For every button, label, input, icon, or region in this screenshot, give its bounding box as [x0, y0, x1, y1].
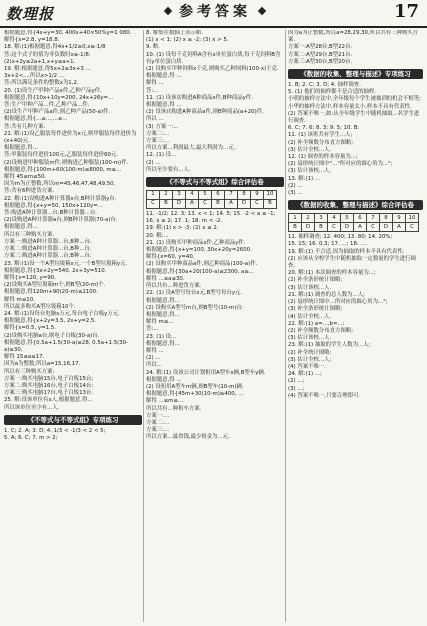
- answer-line: (3) 方案一:...: [146, 123, 179, 130]
- answer-line: 方案一:购进A种计算器...台,B种...台.: [4, 238, 92, 245]
- answer-line: 方案一:购买电脑15台,电子白板15台;: [4, 375, 94, 382]
- page-title: [140, 2, 290, 22]
- table-row: [289, 214, 419, 223]
- answer-line: 根据题意,得{3x+2y=540, 2x+3y=510.: [4, 267, 107, 274]
- answer-line: (2) 补全频数分布直方图略;: [288, 139, 354, 146]
- answer-line: 解得 ...: [146, 347, 164, 354]
- question-number-cell: 1: [147, 191, 160, 200]
- answer-line: 21. 解:(1) 调查的总人数为...人;: [288, 291, 365, 298]
- answer-line: 1. C; 2. A; 3. D; 4. 1/3 < -1/3 < 2 < 5;: [4, 427, 106, 434]
- answer-cell: B: [264, 200, 277, 209]
- answer-line: (2)设购进A种计算器a台,则B种计算器(70-a)台.: [4, 217, 118, 224]
- answer-line: 方案三:...: [146, 138, 170, 145]
- answer-line: (3) 估计全校...人;: [288, 356, 332, 363]
- question-number-cell: 5: [341, 214, 354, 223]
- answer-line: (3) 估计该校...人.: [288, 284, 332, 291]
- answer-line: 所以该单位至少有...人.: [4, 404, 60, 411]
- answer-line: (4) 答案不唯一.: [288, 363, 327, 370]
- answer-line: 所以至少要有...人.: [146, 166, 191, 173]
- answer-line: (2)设生产甲种产品a件,则乙种产品(50-a)件.: [4, 109, 111, 116]
- diamond-icon: [258, 7, 266, 15]
- answer-line: 根据题意,得{10x+10y=200, 24x+26y=...: [4, 94, 114, 101]
- answer-line: 解得 ...: [146, 80, 164, 87]
- answer-cell: C: [147, 200, 160, 209]
- answer-line: 答:...: [146, 326, 159, 333]
- answer-line: (2) 补全统计图略;: [288, 349, 332, 356]
- answer-lines: [146, 30, 284, 174]
- answer-table: [146, 190, 277, 209]
- answer-line: 所以方案...最省钱,最少租金为...元.: [146, 434, 230, 441]
- answer-line: 所以有三种购买方案:: [4, 368, 55, 375]
- answer-line: 答:甲服装每件进价100元,乙服装每件进价60元.: [4, 152, 119, 159]
- question-number-cell: 2: [302, 214, 315, 223]
- answer-line: 答:这个式子的值为非负数时x≥-1/8.: [4, 51, 91, 58]
- answer-line: 根据题意,得 ...: [146, 73, 182, 80]
- question-number-cell: 3: [315, 214, 328, 223]
- answer-lines: [4, 30, 142, 412]
- answer-line: (4) 估计全校...人.: [288, 313, 332, 320]
- answer-line: 解得 45≤m≤50.: [4, 174, 47, 181]
- answer-cell: C: [367, 223, 380, 232]
- question-number-cell: 1: [289, 214, 302, 223]
- answer-lines: [288, 82, 423, 197]
- answer-line: 因为m为正整数,所以m=45,46,47,48,49,50.: [4, 181, 116, 188]
- answer-line: 解得 m≤...: [146, 319, 174, 326]
- answer-line: 方案二:...: [146, 419, 170, 426]
- answer-line: 23. 解:(1) 抽取的学生人数为...人;: [288, 342, 371, 349]
- answer-line: (1) x < 1; (2) x ≥ -2; (3) x > 5.: [146, 37, 229, 44]
- answer-line: 19. 解:(1) 不合适.因为抽取的样本不具有代表性.: [288, 248, 405, 255]
- column-divider: [143, 30, 144, 622]
- answer-line: 方案二:购买电脑16台,电子白板14台;: [4, 382, 94, 389]
- answer-line: 22. (1) 设A型号每台x元,B型号每台y元.: [146, 290, 243, 297]
- answer-line: 方案三:...: [146, 427, 170, 434]
- question-number-cell: 5: [199, 191, 212, 200]
- answer-line: (2) 答案不唯一,如:从全年级学生中随机抽取...名学生进行调查.: [288, 110, 420, 125]
- answer-line: 所以 ...: [146, 116, 164, 123]
- answer-line: 25. 解:设该单位有x人,根据题意,得...: [4, 397, 93, 404]
- answer-line: 根据题意,得{30a+20(100-a)≤2300, a≥...: [146, 268, 255, 275]
- answer-line: 根据题意,得...: [146, 297, 180, 304]
- answer-line: (2) ...;: [288, 378, 305, 385]
- answer-line: (4) 答案不唯一,只要合理即可.: [288, 392, 361, 399]
- answer-cell: C: [328, 223, 341, 232]
- answer-line: (3) 估计该校...人.: [288, 168, 332, 175]
- answer-column-left: [4, 30, 142, 622]
- answer-line: 所以方案...利润最大,最大利润为...元.: [146, 145, 236, 152]
- section-banner: 《不等式与不等式组》专项练习: [4, 415, 142, 425]
- answer-line: (3) ...;: [288, 385, 305, 392]
- answer-line: (3) 估计全校...人.: [288, 146, 332, 153]
- answer-cell: D: [238, 200, 251, 209]
- answer-line: 19. 解:根据题意,得5x+2≥3x+3 ...: [4, 66, 91, 73]
- answer-line: 5. (1) 他们的抽样都不是合适的抽样.: [288, 89, 376, 96]
- answer-line: 方案三:购买电脑17台,电子白板13台.: [4, 390, 94, 397]
- answer-line: 15. 15; 16. 0.3; 17. ...; 18. ....: [288, 241, 368, 248]
- question-number-cell: 8: [238, 191, 251, 200]
- section-banner: 《数据的收集、整理与描述》专项练习: [288, 69, 423, 79]
- answer-line: 根据题意,得{45m+30(10-m)≥400, ...: [146, 391, 244, 398]
- answer-line: 12. (1) 设...: [146, 152, 177, 159]
- answer-line: (2) 补全频数分布直方图略;: [288, 327, 354, 334]
- answer-line: 因为a为正整数,所以a=28,29,30,所以共有三种购买方案.: [288, 30, 419, 44]
- answer-cell: B: [289, 223, 302, 232]
- answer-line: 所以有三种购买方案.: [4, 231, 55, 238]
- answer-line: (2) 应该从全校学生中随机抽取一定数量的学生进行调查.: [288, 255, 416, 270]
- answer-line: (2) 设租用A型车m辆,则B型车(10-m)辆.: [146, 383, 244, 390]
- answer-line: (2) 设购买A型号m台,则B型号(10-m)台.: [146, 304, 244, 311]
- answer-line: 16. x ≥ 2; 17. 1; 18. m < -2.: [146, 218, 223, 225]
- answer-line: 根据题意,得{x+2y=3.5, 2x+y=2.5.: [4, 318, 97, 325]
- answer-line: 方案一:A型28台,B型22台.: [288, 44, 353, 51]
- answer-line: (2) 扇形统计图中"..."所对应的圆心角为...°;: [288, 161, 393, 168]
- answer-line: 20. (1)设生产甲种产品x件,乙种产品y件.: [4, 87, 102, 94]
- question-number-cell: 8: [380, 214, 393, 223]
- answer-line: (2) 设购买甲种商品a件,则乙种商品(100-a)件.: [146, 261, 258, 268]
- table-row: [289, 223, 419, 232]
- answer-line: 所以...: [146, 362, 162, 369]
- table-row: [147, 200, 277, 209]
- question-number-cell: 9: [393, 214, 406, 223]
- answer-line: 解得 15≤a≤17.: [4, 354, 45, 361]
- question-number-cell: 10: [264, 191, 277, 200]
- column-divider: [285, 30, 286, 622]
- answer-line: 24. 解:(1) 设该公司计划租用A型车x辆,B型车y辆.: [146, 369, 266, 376]
- answer-line: 根据题意,得{...≤...,...≤...: [4, 116, 68, 123]
- answer-line: 根据题意,得{100m+60(100-m)≤8000, m≥...: [4, 166, 122, 173]
- answer-line: (2)x+2y≥2a+1,x+y≤a+1.: [4, 58, 76, 65]
- answer-line: 方案一:...: [146, 412, 170, 419]
- answer-line: 1. B; 2. C; 3. D; 4. 抽样调查.: [288, 82, 361, 89]
- answer-line: 20. 解:...: [146, 232, 169, 239]
- answer-cell: A: [393, 223, 406, 232]
- answer-line: 21. (1) 设购买甲种商品x件,乙种商品y件.: [146, 239, 246, 246]
- section-banner: 《数据的收集、整理与描述》综合评估卷: [288, 200, 423, 210]
- answer-column-middle: [146, 30, 284, 622]
- answer-line: 根据题意,得{0.5a+1.5(30-a)≤28, 0.5a+1.5(30-a)≥30.: [4, 339, 129, 353]
- answer-line: (2) ...: [146, 355, 161, 362]
- answer-line: 根据题意,得 ...: [146, 102, 182, 109]
- answer-line: 方案二:...: [146, 130, 170, 137]
- answer-line: 答:所以满足条件的整数x为1,2.: [4, 80, 79, 87]
- answer-line: 21. 解:(1)设乙服装每件进价为x元,则甲服装每件进价为(x+40)元.: [4, 130, 137, 145]
- answer-line: 8. 解集在数轴上表示略.: [146, 30, 204, 36]
- answer-line: 23. 解:(1)设一个A型垃圾箱x元,一个B型垃圾箱y元.: [4, 260, 128, 267]
- answer-line: 答:购进A种计算器...台,B种计算器...台.: [4, 210, 97, 217]
- answer-line: 所以共有...种租车方案.: [146, 405, 202, 412]
- answer-line: 12. (1) 调查的样本容量为...;: [288, 154, 358, 161]
- question-number-cell: 6: [354, 214, 367, 223]
- answer-line: 方案二:A型29台,B型21台.: [288, 51, 353, 58]
- question-number-cell: 4: [328, 214, 341, 223]
- answer-cell: B: [160, 200, 173, 209]
- answer-line: (2)设购买电脑a台,则电子白板(30-a)台.: [4, 332, 100, 339]
- answer-line: 11. (1) 设该店购进A种商品x件,B种商品y件.: [146, 94, 253, 101]
- answer-line: 解得{x=2.8, y=18.8.: [4, 37, 60, 44]
- answer-line: 根据题意,得{4x+y=30, 400x+40×50%y=1 080.: [4, 30, 132, 36]
- answer-line: 根据题意,得...: [4, 145, 38, 152]
- answer-cell: A: [186, 200, 199, 209]
- answer-line: 22. 解:(1)设购进A种计算器x台,B种计算器y台.: [4, 195, 117, 202]
- answer-line: 答:共有几种方案.: [4, 123, 46, 130]
- answer-line: (2) ...: [146, 159, 161, 166]
- answer-line: (2) ...: [288, 182, 303, 189]
- answer-line: 24. 解:(1) ...;: [288, 371, 322, 378]
- answer-line: 根据题意,得...: [146, 311, 180, 318]
- answer-line: (2)设购买A型垃圾箱m个,则B型(20-m)个.: [4, 282, 106, 289]
- answer-line: 13. 解:(1) ...: [288, 175, 320, 182]
- answer-line: 11. 抽样调查; 12. 400; 13. 80; 14. 20%;: [288, 234, 393, 241]
- answer-cell: D: [341, 223, 354, 232]
- answer-line: 解得{x=0.5, y=1.5.: [4, 325, 56, 332]
- answer-cell: C: [251, 200, 264, 209]
- table-row: [147, 191, 277, 200]
- answer-column-right: [288, 30, 423, 622]
- answer-line: 根据题意,得...: [146, 340, 180, 347]
- answer-line: 20. 解:(1) 本次调查的样本容量为...;: [288, 270, 376, 277]
- answer-line: 方案二:购进A种计算器...台,B种...台.: [4, 246, 92, 253]
- answer-line: 因为a为整数,所以a=15,16,17.: [4, 361, 81, 368]
- answer-line: 根据题意,得...: [4, 224, 38, 231]
- answer-line: 解得{x=60, y=40.: [146, 254, 195, 261]
- answer-line: 23. (1) 设...: [146, 333, 177, 340]
- answer-line: 小华的抽样方法中,样本容量太小,样本不具有代表性.: [288, 103, 412, 110]
- page-header: [0, 0, 427, 28]
- answer-cell: A: [225, 200, 238, 209]
- answer-line: 18. 解:(1)根据题意,得4x+1/2≥0,x≥-1/8: [4, 44, 106, 51]
- answer-lines: [288, 234, 423, 400]
- answer-line: 5. A; 6. C; 7. m > 2;: [4, 434, 58, 441]
- answer-line: 根据题意,得{x+y=50, 150x+120y=...: [4, 202, 103, 209]
- answer-line: (2) 设该店购进A种商品a件,则B种商品(a+20)件.: [146, 109, 264, 116]
- question-number-cell: 10: [406, 214, 419, 223]
- answer-cell: D: [173, 200, 186, 209]
- answer-line: (2) 补全条形统计图略;: [288, 277, 343, 284]
- answer-line: 答:生产甲种产品...件,乙种产品...件.: [4, 102, 90, 109]
- answer-line: (3) 估计该校...人.: [288, 335, 332, 342]
- answer-cell: D: [380, 223, 393, 232]
- answer-line: 根据题意,得 ...: [146, 376, 182, 383]
- answer-line: 所以共有...种进货方案.: [146, 283, 202, 290]
- question-number-cell: 9: [251, 191, 264, 200]
- answer-line: (2) 扇形统计图中...所对应的圆心角为...°;: [288, 299, 388, 306]
- answer-line: 答:共有6种进货方案.: [4, 188, 55, 195]
- answer-line: 答:...: [146, 87, 159, 94]
- answer-line: 11. (1) 该班共有学生...人;: [288, 132, 353, 139]
- answer-cell: B: [315, 223, 328, 232]
- question-number-cell: 4: [186, 191, 199, 200]
- question-number-cell: 7: [367, 214, 380, 223]
- answer-line: (3) 补全条形统计图略;: [288, 306, 343, 313]
- answer-cell: B: [212, 200, 225, 209]
- answer-line: 10. (1) 设每千克饲料A含有x单位蛋白质,每千克饲料B含有y单位蛋白质.: [146, 51, 281, 65]
- question-number-cell: 2: [160, 191, 173, 200]
- answer-line: 方案三:购进A种计算器...台,B种...台.: [4, 253, 92, 260]
- answer-lines: [4, 428, 142, 442]
- answer-line: 所以最多购买A型垃圾箱10个.: [4, 303, 76, 310]
- question-number-cell: 6: [212, 191, 225, 200]
- page-number: 17: [393, 1, 419, 22]
- answer-line: 解得 m≤10.: [4, 296, 35, 303]
- answer-cell: D: [302, 223, 315, 232]
- brand-logo: 数理报: [6, 5, 55, 23]
- answer-cell: C: [199, 200, 212, 209]
- answer-line: (2)设购进甲种服装m件,则购进乙种服装(100-m)件.: [4, 159, 129, 166]
- answer-line: 解得 ...≤a≤30.: [146, 275, 185, 282]
- answer-lines: [146, 211, 284, 442]
- answer-line: 根据题意,得{x+y=100, 30x+20y=2600.: [146, 247, 252, 254]
- diamond-icon: [164, 7, 172, 15]
- answer-line: 解得{x=120, y=90.: [4, 274, 56, 281]
- answer-line: 9. 略.: [146, 44, 160, 51]
- question-number-cell: 3: [173, 191, 186, 200]
- answer-line: (3) ...: [288, 190, 303, 197]
- answer-table: [288, 213, 419, 232]
- answer-line: 小明的抽样方法中,全年级每个学生被抽到的机会不相等;: [288, 96, 421, 103]
- answer-line: 22. 解:(1) a=...,b=...;: [288, 320, 345, 327]
- answer-line: 6. C; 7. 6; 8. 3; 9. 5; 10. B.: [288, 125, 360, 132]
- question-number-cell: 7: [225, 191, 238, 200]
- answer-line: 24. 解:(1)设每台电脑x万元,每台电子白板y万元.: [4, 310, 120, 317]
- answer-line: (2) 设购买甲种饲料x千克,则购买乙种饲料(100-x)千克.: [146, 66, 279, 73]
- answer-cell: C: [406, 223, 419, 232]
- answer-line: 根据题意,得120m+90(20-m)≤2100.: [4, 289, 98, 296]
- answer-line: 19. 解:(1) x > -3; (2) x ≤ 2.: [146, 225, 219, 232]
- answer-cell: A: [354, 223, 367, 232]
- page-title-text: 参考答案: [179, 4, 251, 20]
- answer-line: 解得 ...≤m≤...: [146, 398, 184, 405]
- answer-line: 11. -1/2; 12. 3; 13. x < 1; 14. 5; 15. -2 < a ≤ -1;: [146, 211, 276, 218]
- answer-lines: [288, 30, 423, 66]
- answer-line: 方案三:A型30台,B型20台.: [288, 58, 353, 65]
- answer-line: 3x+2<...,所以x>1/2 ...: [4, 73, 64, 80]
- section-banner: 《不等式与不等式组》综合评估卷: [146, 177, 284, 187]
